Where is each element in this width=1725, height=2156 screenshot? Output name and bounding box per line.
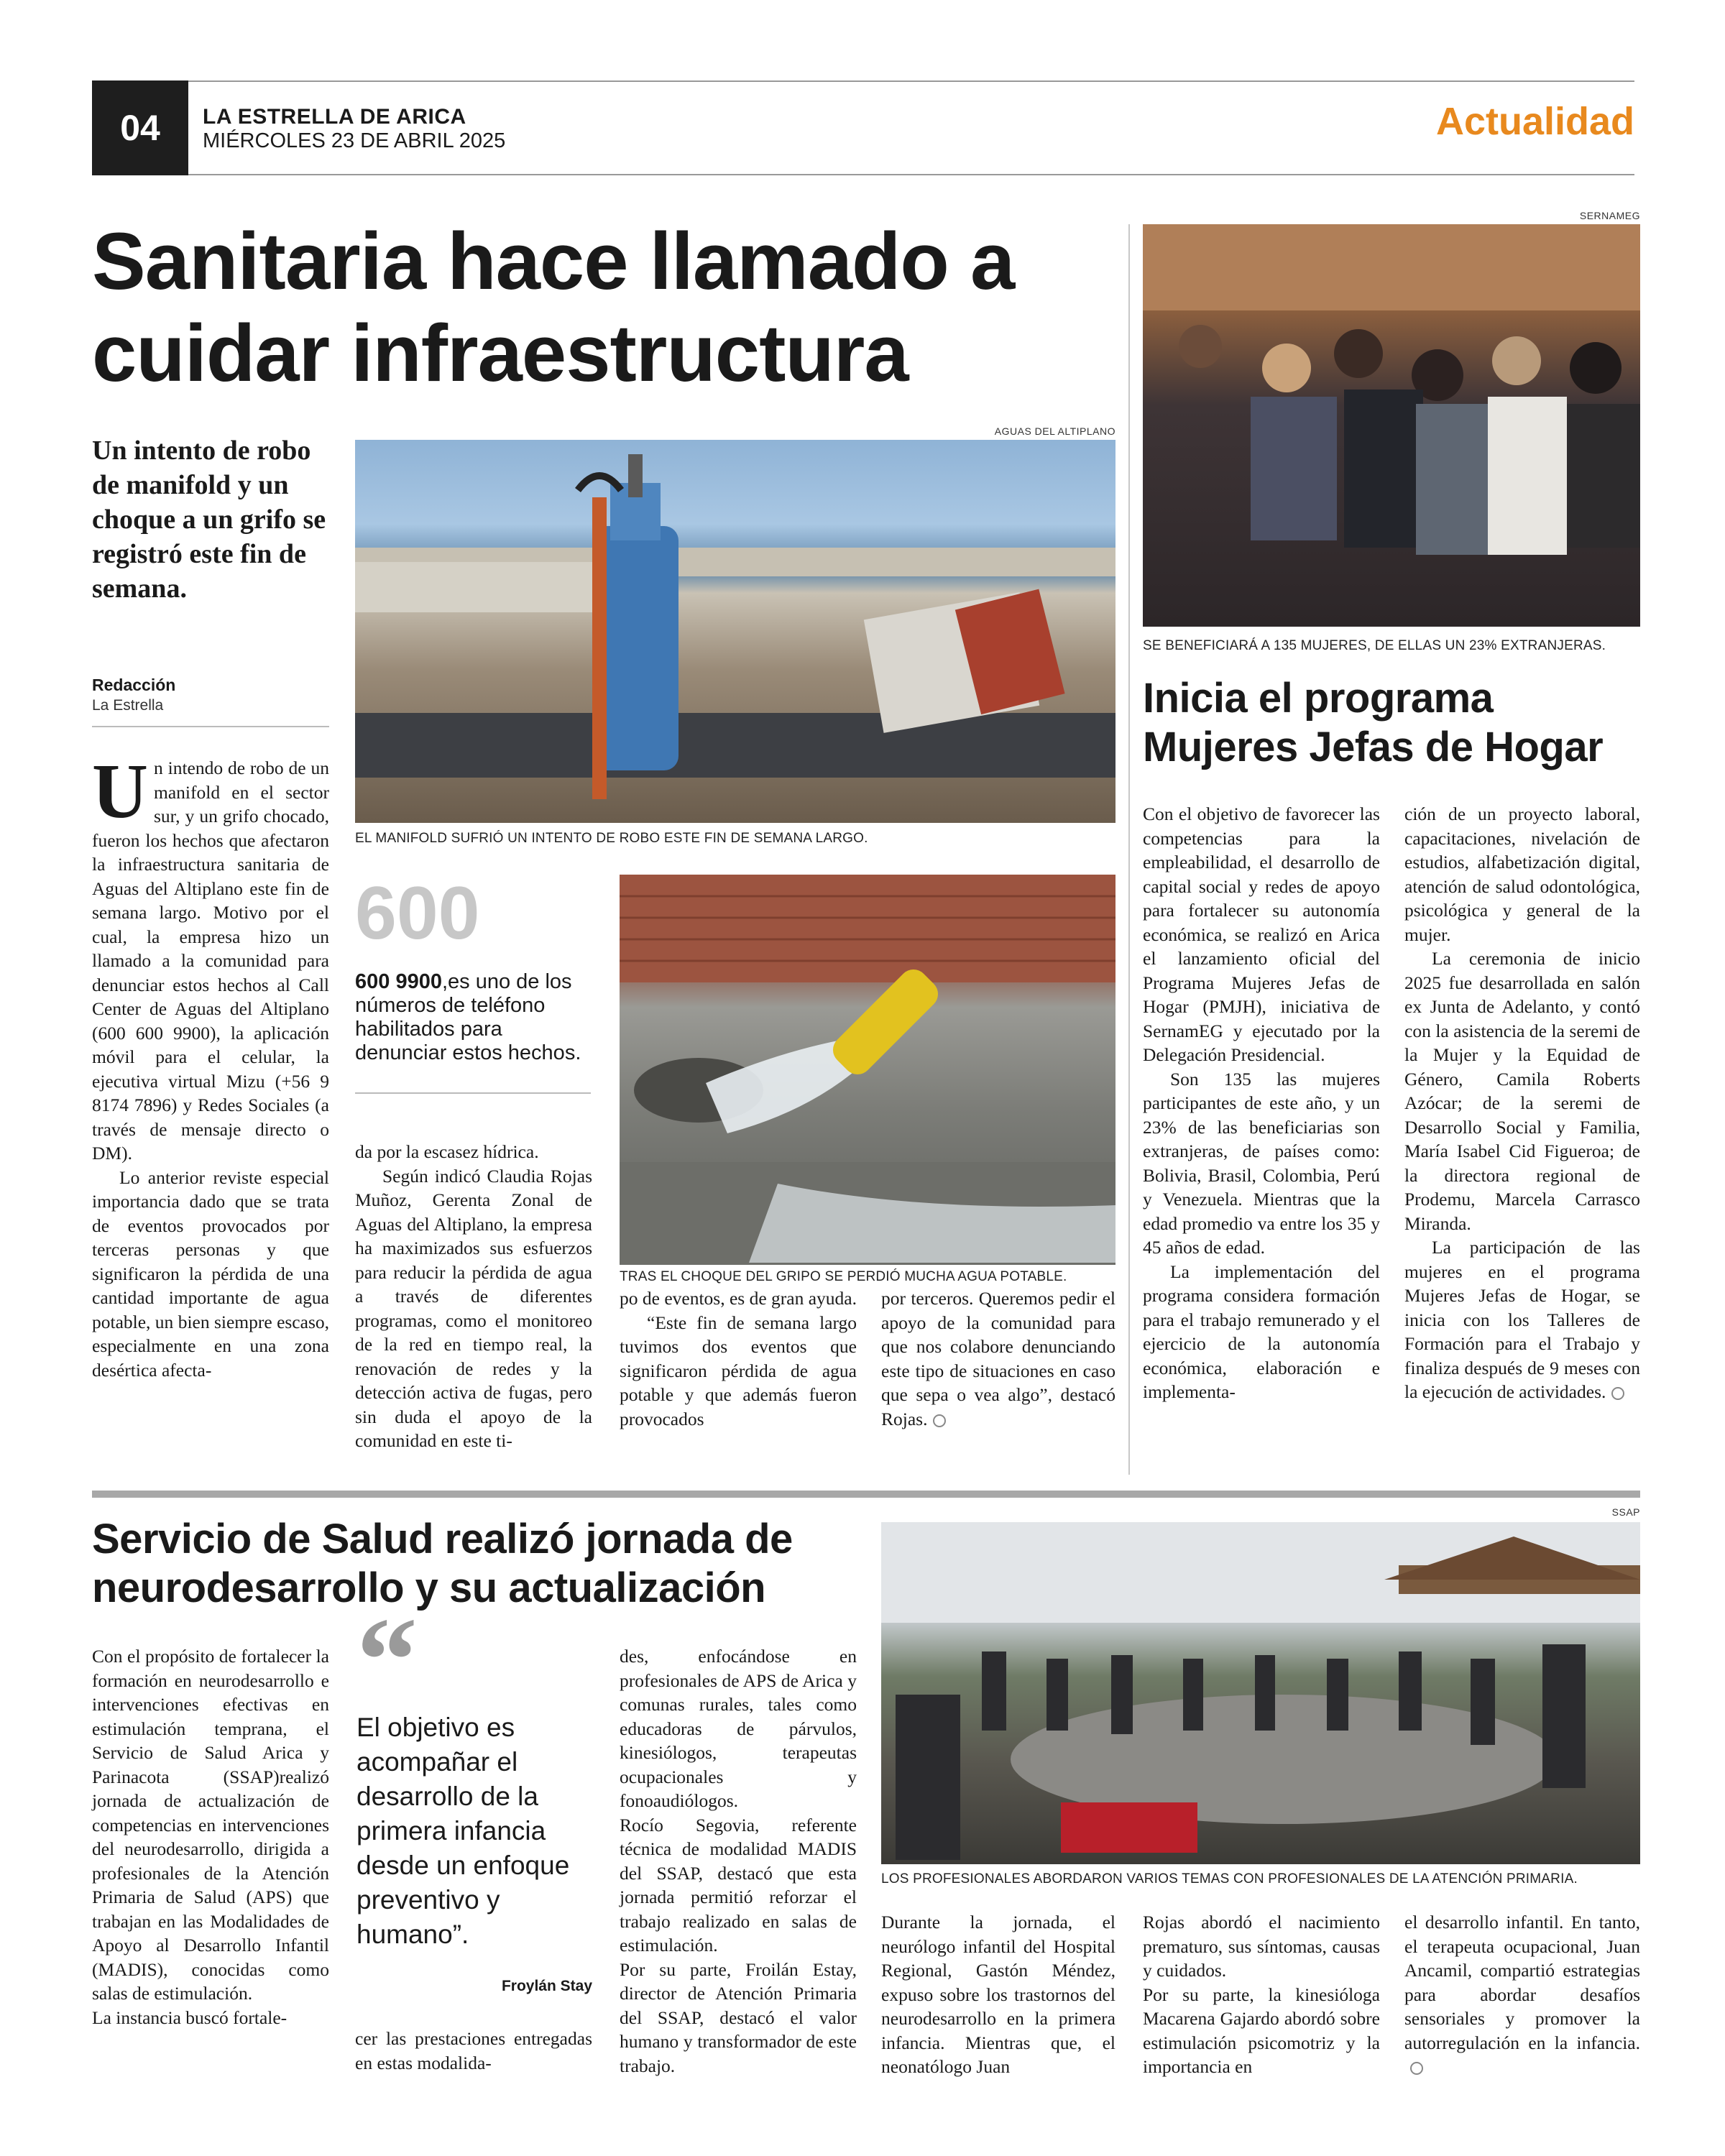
header-top-rule	[188, 80, 1634, 82]
page-number: 04	[92, 80, 188, 175]
article3-col3-p1: des, enfocándose en profesionales de APS de Arica y comunas rurales, tales como educadoras de párvulos, kinesiólogos, terapeutas ocupacionales y fonoaudiólogos.	[620, 1646, 857, 1811]
article1-column-2	[355, 1140, 592, 1453]
article3-col5-p1: Rojas abordó el nacimiento prematuro, sus síntomas, causas y cuidados.	[1143, 1912, 1380, 1981]
article1-col3-p1: po de eventos, es de gran ayuda.	[620, 1288, 857, 1309]
article1-column-1	[92, 749, 329, 1382]
stat-description	[355, 970, 592, 1065]
article3-col3-p3: Por su parte, Froilán Estay, director de Atención Primaria del SSAP, destacó el valor humano y transformador de este trabajo.	[620, 1958, 857, 2076]
article3-col1-p2: La instancia buscó fortale-	[92, 2007, 288, 2028]
photo4-credit: SSAP	[1611, 1506, 1640, 1518]
photo4-caption: LOS PROFESIONALES ABORDARON VARIOS TEMAS CON PROFESIONALES DE LA ATENCIÓN PRIMARIA.	[881, 1871, 1578, 1886]
article1-col2-p2: Según indicó Claudia Rojas Muñoz, Gerenta Zonal de Aguas del Altiplano, la empresa ha maximizados sus esfuerzos para reducir la pérdida de agua a través de diferentes programas, como el monitoreo de la red en tiempo real, la renovación de redes y la detección activa de fugas, pero sin duda el apoyo de la comunidad en este ti-	[355, 1165, 592, 1451]
photo3-credit: SERNAMEG	[1579, 210, 1640, 221]
article2-column-1	[1143, 802, 1380, 1404]
section-separator	[92, 1491, 1640, 1498]
hydrant-photo	[620, 875, 1116, 1265]
manifold-photo-drawing	[355, 440, 1116, 823]
column-divider	[1128, 224, 1130, 1475]
article2-col2-p3: La participación de las mujeres en el programa Mujeres Jefas de Hogar, se inicia con los Talleres de Formación para el Trabajo y finaliza después de 9 meses con la ejecución de actividades.	[1404, 1237, 1640, 1402]
article3-column-2	[355, 2027, 592, 2075]
article2-col2-p2: La ceremonia de inicio 2025 fue desarrollada en salón ex Junta de Adelanto, y contó con la asistencia de la seremi de la Mujer y la Equidad de Género, Camila Roberts Azócar; de la seremi de Desarrollo Social y Familia, María Isabel Cid Figueroa; de la directora regional de Prodemu, Marcela Carrasco Miranda.	[1404, 948, 1640, 1234]
article1-author-outlet: La Estrella	[92, 697, 164, 714]
article1-headline: Sanitaria hace llamado a cuidar infraestructura	[92, 216, 1015, 398]
header-bottom-rule	[188, 174, 1634, 175]
article1-col1-p2: Lo anterior reviste especial importancia dado que se trata de eventos provocados por terceras personas y que significaron la pérdida de una cantidad importante de agua potable, un bien siempre escaso, especialmente en una zona desértica afecta-	[92, 1166, 329, 1381]
article1-col4-p1: por terceros. Queremos pedir el apoyo de la comunidad para que nos colabore denunciando este tipo de situaciones en caso que sepa o vea algo”, destacó Rojas.	[881, 1288, 1116, 1429]
section-name: Actualidad	[1435, 100, 1634, 143]
article1-col1-p1: n intendo de robo de un manifold en el sector sur, y un grifo chocado, fueron los hechos que afectaron la infraestructura sanitaria de Aguas del Altiplano este fin de semana largo. Motivo por el cual, la empresa hizo un llamado a la comunidad para denunciar estos hechos al Call Center de Aguas del Altiplano (600 600 9900), la aplicación móvil para el celular, la ejecutiva virtual Mizu (+56 9 8174 7896) y Redes Sociales (a través de mensaje directo o DM).	[92, 757, 329, 1164]
article2-column-2	[1404, 802, 1640, 1404]
article1-author: Redacción	[92, 676, 176, 694]
issue-date: MIÉRCOLES 23 DE ABRIL 2025	[203, 129, 506, 152]
article1-deck: Un intento de robo de manifold y un choque a un grifo se registró este fin de semana.	[92, 436, 326, 604]
article3-col1-p1: Con el propósito de fortalecer la formación en neurodesarrollo e intervenciones efectivas en estimulación temprana, el Servicio de Salud Arica y Parinacota (SSAP)realizó jornada de actualización de competencias en intervenciones del neurodesarrollo, dirigida a profesionales de la Atención Primaria de Salud (APS) que trabajan en las Modalidades de Apoyo al Desarrollo Infantil (MADIS), conocidas como salas de estimulación.	[92, 1646, 329, 2004]
article2-col1-p3: La implementación del programa considera formación para el trabajo remunerado y el ejercicio de la autonomía económica, elaboración e implementa-	[1143, 1261, 1380, 1402]
pull-quote: El objetivo es acompañar el desarrollo de la primera infancia desde un enfoque preventivo y humano”.	[356, 1713, 570, 1949]
photo1-caption: EL MANIFOLD SUFRIÓ UN INTENTO DE ROBO ESTE FIN DE SEMANA LARGO.	[355, 831, 868, 846]
dropcap: U	[92, 749, 148, 834]
author-rule	[92, 726, 329, 727]
article2-col1-p1: Con el objetivo de favorecer las competencias para la empleabilidad, el desarrollo de capital social y redes de apoyo para fortalecer su autonomía económica, se realizó en Arica el lanzamiento oficial del Programa Mujeres Jefas de Hogar (PMJH), iniciativa de SernamEG y ejecutado por la Delegación Presidencial.	[1143, 803, 1380, 1065]
end-mark-icon	[933, 1414, 946, 1427]
hydrant-photo-drawing	[620, 875, 1116, 1265]
article2-col2-p1: ción de un proyecto laboral, capacitaciones, nivelación de estudios, alfabetización digital, atención de salud odontológica, psicológica y general de la mujer.	[1404, 803, 1640, 945]
end-mark-icon	[1611, 1387, 1624, 1400]
group-circle-photo	[881, 1522, 1640, 1864]
article3-col6-p1: el desarrollo infantil. En tanto, el terapeuta ocupacional, Juan Ancamil, compartió estrategias para abordar desafíos sensoriales y promover la autorregulación en la infancia.	[1404, 1912, 1640, 2053]
quote-mark-icon: “	[356, 1593, 418, 1728]
pull-quote-author: Froylán Stay	[501, 1978, 592, 1994]
photo3-caption: SE BENEFICIARÁ A 135 MUJERES, DE ELLAS UN 23% EXTRANJERAS.	[1143, 638, 1606, 653]
article1-col3-p2: “Este fin de semana largo tuvimos dos eventos que significaron pérdida de agua potable y que además fueron provocados	[620, 1312, 857, 1429]
article1-column-3	[620, 1286, 857, 1431]
women-audience-photo	[1143, 224, 1640, 627]
article3-col3-p2: Rocío Segovia, referente técnica de modalidad MADIS del SSAP, destacó que esta jornada permitió reforzar el trabajo realizado en salas de estimulación.	[620, 1814, 857, 1955]
photo2-caption: TRAS EL CHOQUE DEL GRIPO SE PERDIÓ MUCHA AGUA POTABLE.	[620, 1269, 1067, 1284]
newspaper-name: LA ESTRELLA DE ARICA	[203, 105, 466, 129]
stat-description-text: ,es uno de los números de teléfono habilitados para denunciar estos hechos.	[355, 970, 581, 1064]
photo1-credit: AGUAS DEL ALTIPLANO	[994, 425, 1116, 437]
article3-column-4	[881, 1910, 1116, 2079]
article3-column-3	[620, 1644, 857, 2078]
stat-number: 600	[355, 872, 480, 955]
group-circle-drawing	[881, 1522, 1640, 1864]
women-audience-drawing	[1143, 224, 1640, 627]
stat-rule	[355, 1092, 591, 1094]
article3-col2-p1: cer las prestaciones entregadas en estas modalida-	[355, 2028, 592, 2073]
article1-col2-p1: da por la escasez hídrica.	[355, 1141, 539, 1162]
article3-headline: Servicio de Salud realizó jornada de neurodesarrollo y su actualización	[92, 1516, 793, 1611]
article3-column-6	[1404, 1910, 1640, 2079]
article3-col5-p2: Por su parte, la kinesióloga Macarena Gajardo abordó sobre estimulación psicomotriz y la importancia en	[1143, 1984, 1380, 2077]
article3-column-1	[92, 1644, 329, 2030]
article3-column-5	[1143, 1910, 1380, 2079]
end-mark-icon	[1410, 2062, 1423, 2075]
article1-column-4	[881, 1286, 1116, 1431]
article2-col1-p2: Son 135 las mujeres participantes de este año, y un 23% de las beneficiarias son extranjeras, de países como: Bolivia, Brasil, Colombia, Perú y Venezuela. Mientras que la edad promedio va entre los 35 y 45 años de edad.	[1143, 1068, 1380, 1258]
article3-col4-p1: Durante la jornada, el neurólogo infantil del Hospital Regional, Gastón Méndez, expuso sobre los trastornos del neurodesarrollo en la primera infancia. Mientras que, el neonatólogo Juan	[881, 1912, 1116, 2077]
stat-phone: 600 9900	[355, 970, 442, 993]
article2-headline: Inicia el programa Mujeres Jefas de Hogar	[1143, 675, 1604, 770]
manifold-photo	[355, 440, 1116, 823]
